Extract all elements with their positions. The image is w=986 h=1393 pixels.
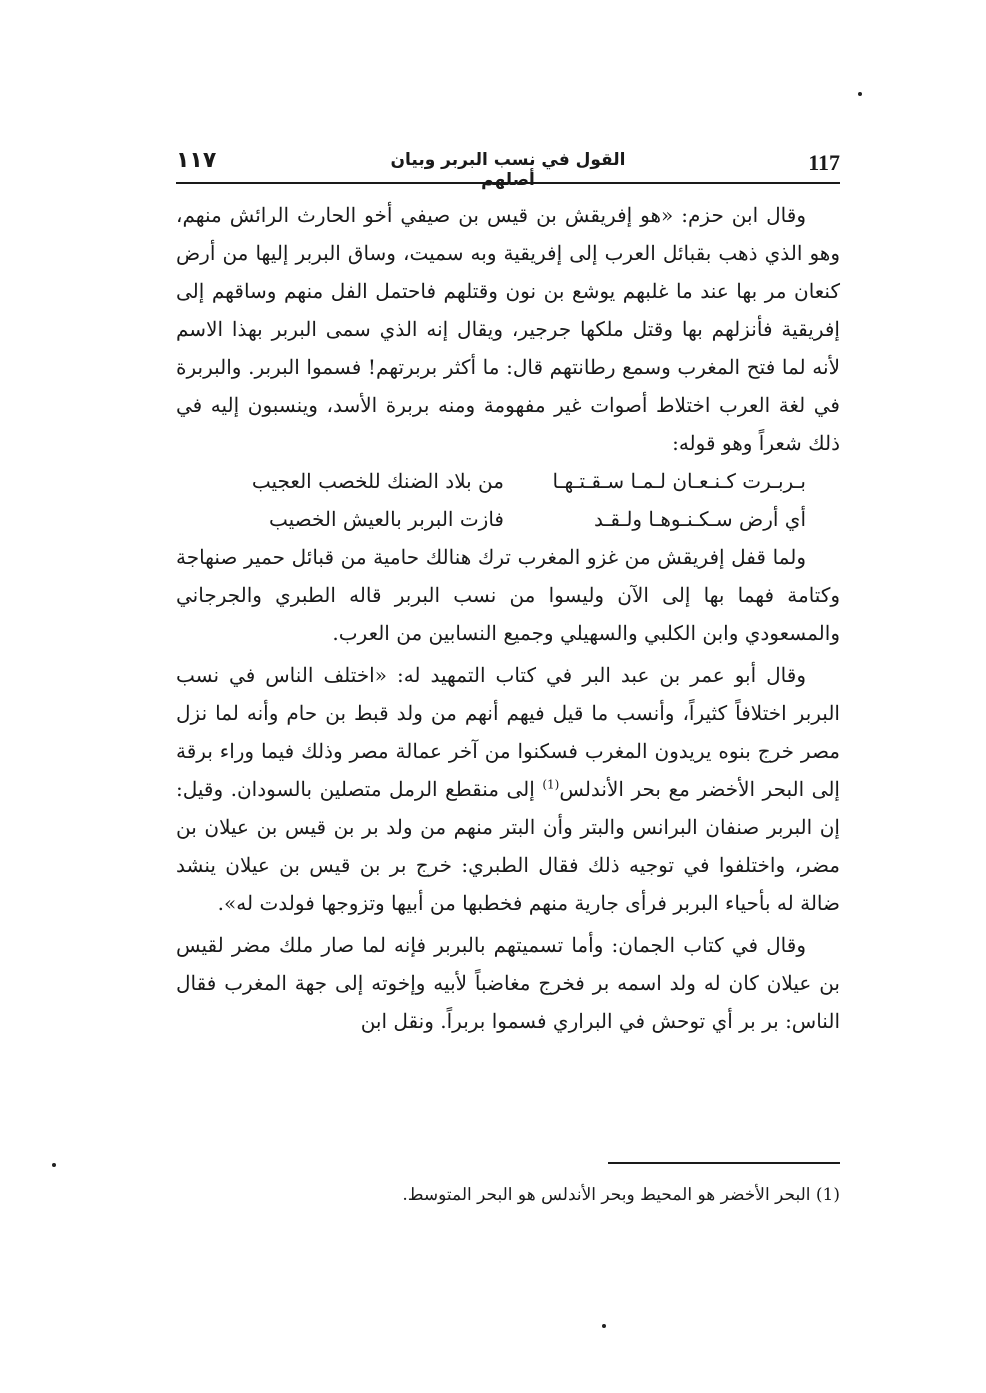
running-title: القول في نسب البربر وبيان أصلهم — [390, 150, 626, 190]
verse-line-1 — [176, 462, 840, 500]
footnote — [176, 1180, 840, 1210]
paragraph-ibn-abd-al-barr — [176, 656, 840, 922]
footnote-text: البحر الأخضر هو المحيط وبحر الأندلس هو البحر المتوسط. — [402, 1185, 811, 1205]
scan-speck — [858, 92, 862, 96]
page-header — [176, 146, 840, 190]
verse-2-second-hemistich: فازت البربر بالعيش الخصيب — [268, 507, 504, 531]
page-number-arabic: ١١٧ — [176, 148, 217, 173]
scan-speck — [602, 1324, 606, 1328]
p3-text-after-ref: إلى منقطع الرمل متصلين بالسودان. وقيل: إن البربر صنفان البرانس والبتر وأن البتر منهم من ولد بر بن قيس بن عيلان بن مضر، واختلفوا في توجيه ذلك فقال الطبري: خرج بر بن قيس بن عيلان ينشد ضالة له بأحياء البربر فرأى جارية منهم فخطبها من أبيها وتزوجها فولدت له». — [176, 777, 840, 915]
footnote-reference[interactable]: (1) — [542, 777, 560, 792]
scan-speck — [52, 1163, 56, 1167]
verse-1-first-hemistich: بـربـرت كـنـعـان لـمـا سـقـتـهـا — [552, 469, 806, 493]
paragraph-kitab-al-juman: وقال في كتاب الجمان: وأما تسميتهم بالبربر فإنه لما صار ملك مضر لقيس بن عيلان كان له ولد اسمه بر فخرج مغاضباً لأبيه وإخوته إلى جهة المغرب فقال الناس: بر بر أي توحش في البراري فسموا بربراً. ونقل ابن — [176, 933, 840, 1033]
paragraph-ibn-hazm: وقال ابن حزم: «هو إفريقش بن قيس بن صيفي أخو الحارث الرائش منهم، وهو الذي ذهب بقبائل العرب إلى إفريقية وبه سميت، وساق البربر إليها من أرض كنعان مر بها عند ما غلبهم يوشع بن نون وقتلهم فاحتمل الفل منهم وساقهم إلى إفريقية فأنزلهم بها وقتل ملكها جرجير، ويقال إنه الذي سمى البربر بهذا الاسم لأنه لما فتح المغرب وسمع رطانتهم قال: ما أكثر بربرتهم! فسموا البربر. والبربرة في لغة العرب اختلاط أصوات غير مفهومة ومنه بربرة الأسد، وينسبون إليه في ذلك شعراً وهو قوله: — [176, 203, 840, 455]
footnote-separator — [608, 1162, 840, 1164]
p3-text-before-ref: وقال أبو عمر بن عبد البر في كتاب التمهيد له: «اختلف الناس في نسب البربر اختلافاً كثيراً، وأنسب ما قيل فيهم أنهم من ولد قبط بن حام وأنه لما نزل مصر خرج بنوه يريدون المغرب فسكنوا من آخر عمالة مصر وذلك فيما وراء برقة إلى البحر الأخضر مع بحر الأندلس — [176, 663, 840, 801]
page-number-latin: 117 — [808, 150, 840, 175]
body-text — [176, 196, 840, 1040]
footnote-marker: (1) — [815, 1185, 840, 1205]
verse-line-2 — [176, 500, 840, 538]
paragraph-ifriqish-return: ولما قفل إفريقش من غزو المغرب ترك هنالك حامية من قبائل حمير صنهاجة وكتامة فهما بها إلى الآن وليسوا من نسب البربر قاله الطبري والجرجاني والمسعودي وابن الكلبي والسهيلي وجميع النسابين من العرب. — [176, 545, 840, 645]
verse-2-first-hemistich: أي أرض سـكـنـوهـا ولـقـد — [593, 507, 806, 531]
verse-1-second-hemistich: من بلاد الضنك للخصب العجيب — [251, 469, 504, 493]
